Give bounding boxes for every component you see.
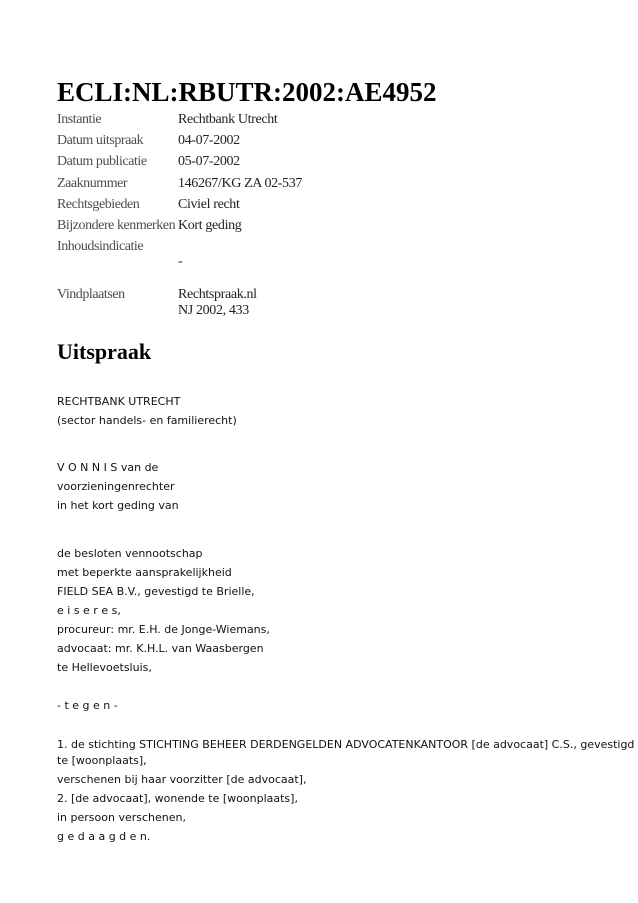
body-line: de besloten vennootschap [57, 547, 203, 560]
meta-value: 146267/KG ZA 02-537 [178, 176, 303, 191]
body-line: - t e g e n - [57, 699, 118, 712]
body-line: procureur: mr. E.H. de Jonge-Wiemans, [57, 623, 270, 636]
meta-label: Datum uitspraak [57, 133, 144, 148]
body-line: voorzieningenrechter [57, 480, 175, 493]
meta-row-bijzondere-kenmerken [57, 217, 617, 237]
meta-label: Zaaknummer [57, 176, 128, 191]
body-line: 1. de stichting STICHTING BEHEER DERDENGELDEN ADVOCATENKANTOOR [de advocaat] C.S., gevestigd [57, 738, 635, 751]
body-line: te Hellevoetsluis, [57, 661, 152, 674]
body-line: 2. [de advocaat], wonende te [woonplaats], [57, 792, 298, 805]
body-line: advocaat: mr. K.H.L. van Waasbergen [57, 642, 264, 655]
meta-value: Rechtspraak.nl [178, 287, 257, 302]
section-heading-uitspraak: Uitspraak [57, 339, 152, 364]
body-line: FIELD SEA B.V., gevestigd te Brielle, [57, 585, 255, 598]
body-line: verschenen bij haar voorzitter [de advocaat], [57, 773, 307, 786]
meta-label: Inhoudsindicatie [57, 239, 144, 254]
meta-row-instantie [57, 111, 617, 131]
meta-row-datum-uitspraak [57, 132, 617, 152]
meta-row-inhoudsindicatie [57, 238, 617, 278]
body-line: g e d a a g d e n. [57, 830, 151, 843]
meta-value-second: NJ 2002, 433 [178, 303, 249, 318]
body-line: te [woonplaats], [57, 754, 147, 767]
meta-value: Civiel recht [178, 197, 240, 212]
body-line: (sector handels- en familierecht) [57, 414, 237, 427]
meta-row-zaaknummer [57, 175, 617, 195]
body-line: RECHTBANK UTRECHT [57, 395, 181, 408]
meta-label: Rechtsgebieden [57, 197, 140, 212]
meta-value: 04-07-2002 [178, 133, 240, 148]
meta-row-datum-publicatie [57, 153, 617, 173]
meta-label: Instantie [57, 112, 102, 127]
body-line: met beperkte aansprakelijkheid [57, 566, 232, 579]
body-line: V O N N I S van de [57, 461, 159, 474]
meta-value: 05-07-2002 [178, 154, 240, 169]
meta-row-rechtsgebieden [57, 196, 617, 216]
body-line: in persoon verschenen, [57, 811, 186, 824]
meta-value: - [178, 254, 183, 269]
meta-label: Vindplaatsen [57, 287, 125, 302]
document-title: ECLI:NL:RBUTR:2002:AE4952 [57, 77, 437, 107]
meta-row-vindplaatsen [57, 286, 617, 326]
meta-value: Kort geding [178, 218, 242, 233]
body-line: in het kort geding van [57, 499, 179, 512]
meta-label: Bijzondere kenmerken [57, 218, 176, 233]
body-line: e i s e r e s, [57, 604, 121, 617]
meta-value: Rechtbank Utrecht [178, 112, 278, 127]
meta-label: Datum publicatie [57, 154, 147, 169]
